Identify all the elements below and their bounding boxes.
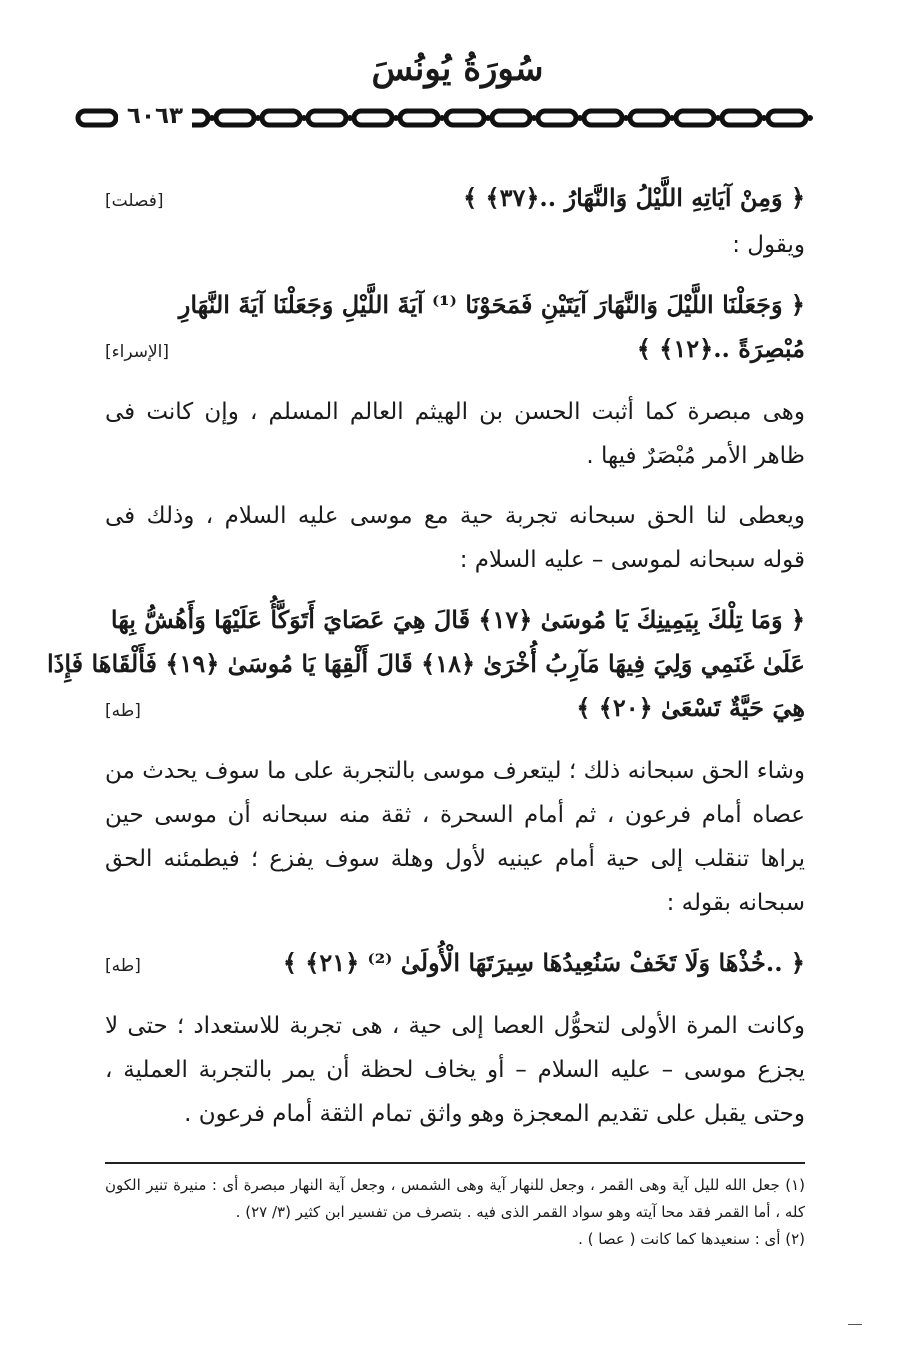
surah-title: سُورَةُ يُونُسَ [371,49,544,89]
surah-reference: [فصلت] [105,191,164,211]
quran-verse-fussilat [105,176,805,223]
surah-reference: [الإسراء] [105,342,170,362]
chain-link [538,111,576,125]
quran-verse-taha-17-20 [47,598,805,733]
chain-link [216,111,254,125]
paragraph: ويعطى لنا الحق سبحانه تجربة حية مع موسى عليه السلام ، وذلك فى قوله سبحانه لموسى – عليه السلام : [105,503,805,573]
chain-link [354,111,392,125]
paragraph: وكانت المرة الأولى لتحوُّل العصا إلى حية ، هى تجربة للاستعداد ؛ حتى لا يجزع موسى – عليه السلام – أو يخاف لحظة أن يمر بالتجربة العملية ، وحتى يقبل على تقديم المعجزة وهو واثق تمام الثقة أمام فرعون . [105,1013,805,1127]
surah-reference: [طه] [105,701,141,721]
verse-text: ﴿ ..خُذْهَا وَلَا تَخَفْ سَنُعِيدُهَا سِيرَتَهَا الْأُولَىٰ ⁽²⁾ ﴿٢١﴾ ﴾ [282,948,805,977]
chain-link [400,111,438,125]
verse-text: عَلَىٰ غَنَمِي وَلِيَ فِيهَا مَآرِبُ أُخْرَىٰ ﴿١٨﴾ قَالَ أَلْقِهَا يَا مُوسَىٰ ﴿١٩﴾ فَأَلْقَاهَا فَإِذَا [47,649,805,678]
chain-link [446,111,484,125]
page-body [47,176,805,1136]
paragraph: وهى مبصرة كما أثبت الحسن بن الهيثم العالم المسلم ، وإن كانت فى ظاهر الأمر مُبْصَرٌ فيها . [105,399,805,469]
surah-reference: [طه] [105,956,141,976]
chain-link [262,111,300,125]
footnote-divider [105,1162,805,1164]
chain-link [676,111,714,125]
chain-link [630,111,668,125]
verse-line [105,327,805,374]
footnotes [105,1172,805,1253]
verse-text: ﴿ وَمِنْ آيَاتِهِ اللَّيْلُ وَالنَّهَارُ ..﴿٣٧﴾ ﴾ [463,183,805,212]
footnote-1: (١) جعل الله لليل آية وهى القمر ، وجعل للنهار آية وهى الشمس ، وجعل آية النهار مبصرة أى : منيرة تنير الكون كله ، أما القمر فقد محا آيته وهو سواد القمر الذى فيه . بتصرف من تفسير ابن كثير (٣/ ٢٧) . [105,1176,805,1221]
verse-text: ﴿ وَجَعَلْنَا اللَّيْلَ وَالنَّهَارَ آيَتَيْنِ فَمَحَوْنَا ⁽¹⁾ آيَةَ اللَّيْلِ وَجَعَلْنَا آيَةَ النَّهَارِ [178,290,805,319]
chain-link [768,111,806,125]
paragraph: ويقول : [732,232,805,258]
chain-dot [807,115,813,121]
verse-line [105,283,805,327]
verse-line [105,598,805,642]
page-mark [848,1324,862,1325]
chain-link [584,111,622,125]
paragraph: وشاء الحق سبحانه ذلك ؛ ليتعرف موسى بالتجربة على ما سوف يحدث من عصاه أمام فرعون ، ثم أمام السحرة ، ثقة منه سبحانه أن موسى حين يراها تنقلب إلى حية أمام عينيه لأول وهلة سوف يفزع ؛ فيطمئنه الحق سبحانه بقوله : [105,758,805,916]
verse-text: مُبْصِرَةً ..﴿١٢﴾ ﴾ [636,334,805,363]
verse-text: هِيَ حَيَّةٌ تَسْعَىٰ ﴿٢٠﴾ ﴾ [576,693,805,722]
quran-verse-isra [105,283,805,374]
verse-text: ﴿ وَمَا تِلْكَ بِيَمِينِكَ يَا مُوسَىٰ ﴿١٧﴾ قَالَ هِيَ عَصَايَ أَتَوَكَّأُ عَلَيْهَا وَأَهُشُّ بِهَا [110,605,805,634]
footnote-2: (٢) أى : سنعيدها كما كانت ( عصا ) . [578,1230,805,1248]
verse-line [47,642,805,686]
chain-link [722,111,760,125]
quran-verse-taha-21 [105,941,805,988]
chain-link [308,111,346,125]
verse-line [105,686,805,733]
chain-link [78,111,116,125]
page-number: ٦٠٦٣ [118,100,192,132]
chain-link [492,111,530,125]
